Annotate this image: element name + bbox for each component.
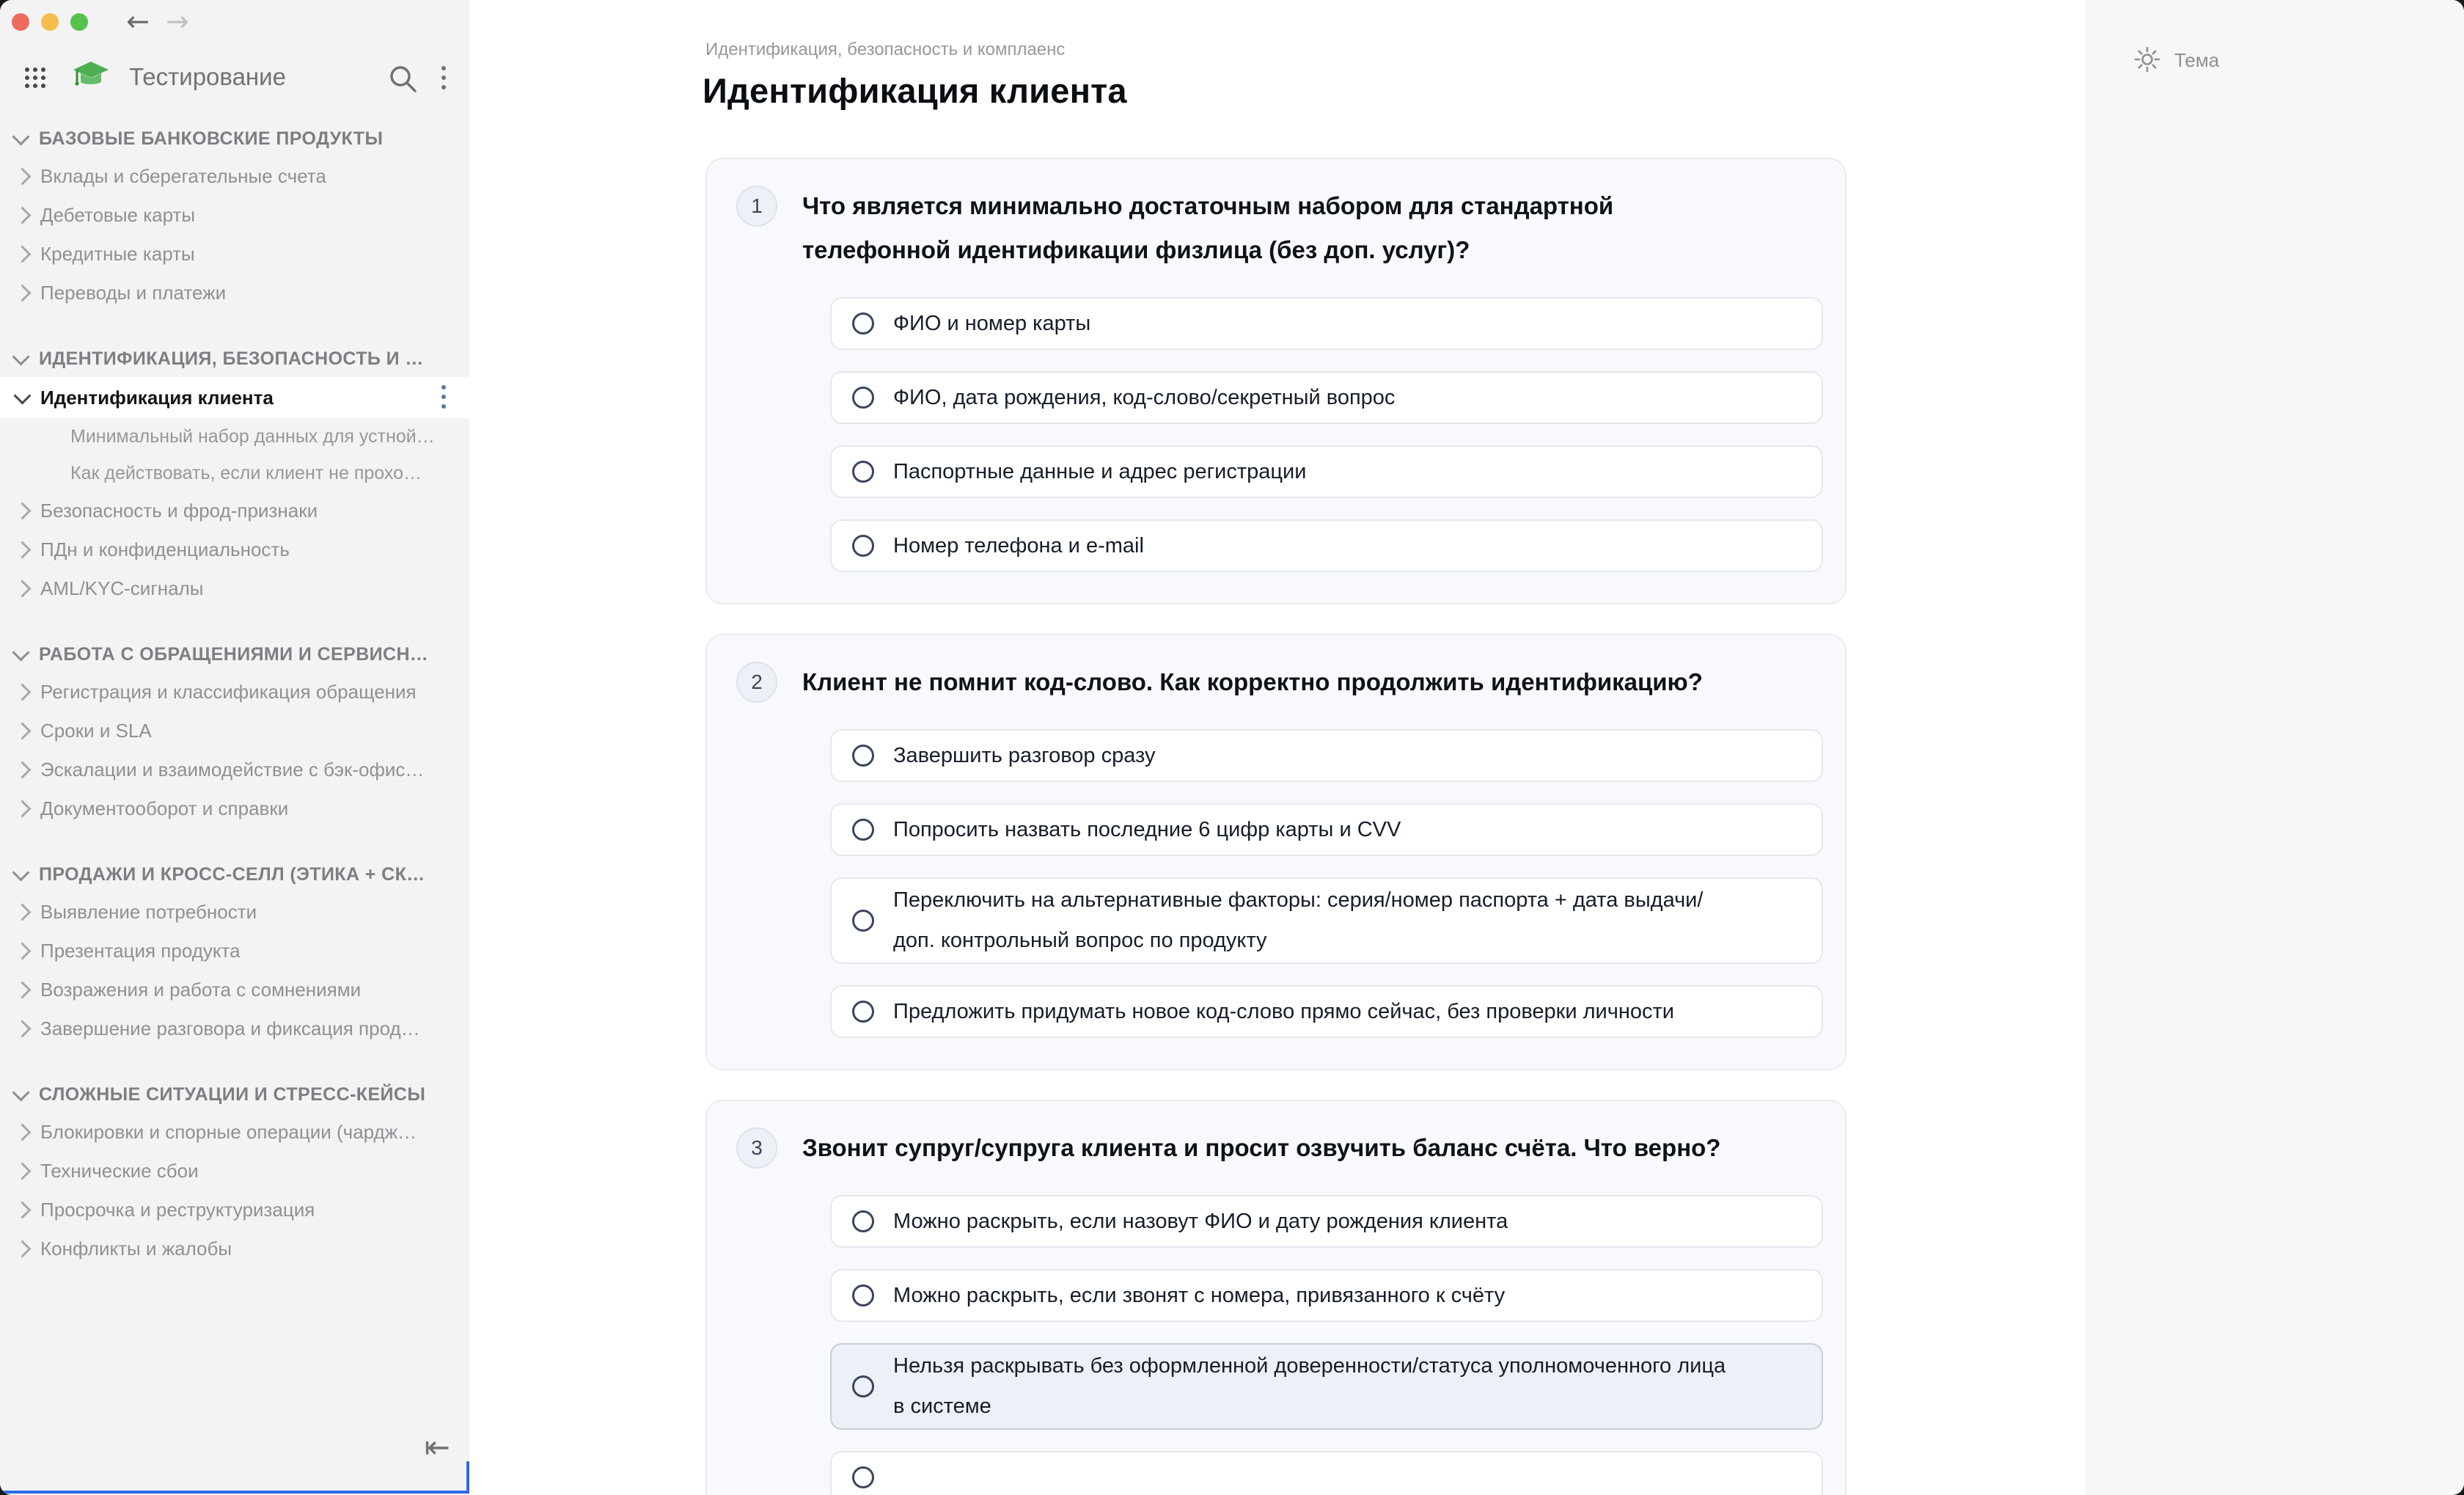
answer-option-label: Номер телефона и e-mail: [893, 533, 1144, 558]
sun-icon: [2133, 45, 2161, 76]
chevron-right-icon: [13, 1240, 31, 1257]
answer-option[interactable]: [830, 729, 1823, 782]
sidebar-section-label: ПРОДАЖИ И КРОСС-СЕЛЛ (ЭТИКА + СК…: [39, 863, 425, 885]
sidebar-item-label: Технические сбои: [40, 1160, 199, 1182]
chevron-right-icon: [13, 1123, 31, 1141]
radio-icon[interactable]: [852, 387, 874, 409]
radio-icon[interactable]: [852, 1001, 874, 1023]
sidebar-section: [0, 1076, 469, 1268]
sidebar-section: [0, 340, 469, 608]
sidebar-item-label: Возражения и работа с сомнениями: [40, 979, 362, 1001]
chevron-right-icon: [13, 167, 31, 185]
chevron-down-icon: [12, 863, 29, 881]
sidebar-item[interactable]: [0, 530, 469, 569]
main-content: [469, 0, 2085, 1495]
answer-option-label: ФИО и номер карты: [893, 311, 1091, 335]
radio-icon[interactable]: [852, 1210, 874, 1232]
sidebar-item-label: Документооборот и справки: [40, 797, 289, 819]
graduation-cap-icon: [72, 60, 110, 98]
sidebar-item[interactable]: [0, 971, 469, 1009]
sidebar-item[interactable]: [0, 1113, 469, 1152]
sidebar-item-label: Сроки и SLA: [40, 720, 152, 742]
answer-option-label: ФИО, дата рождения, код-слово/секретный вопрос: [893, 385, 1396, 409]
answer-option[interactable]: [830, 519, 1823, 572]
sidebar-section-header[interactable]: [0, 856, 469, 893]
answer-option[interactable]: [830, 445, 1823, 498]
question-number-badge: 1: [736, 186, 777, 227]
sidebar-item[interactable]: [0, 1009, 469, 1048]
sidebar-item-label: Выявление потребности: [40, 901, 257, 923]
question-header: [736, 186, 1823, 272]
answer-option-label: Можно раскрыть, если назовут ФИО и дату рождения клиента: [893, 1209, 1508, 1233]
chevron-right-icon: [13, 722, 31, 739]
answer-option-label: Завершить разговор сразу: [893, 743, 1156, 767]
sidebar-item[interactable]: [0, 789, 469, 828]
chevron-down-icon: [12, 128, 29, 145]
sidebar-section: [0, 636, 469, 828]
sidebar-item-label: Блокировки и спорные операции (чардж…: [40, 1121, 417, 1143]
question-header: [736, 1127, 1823, 1170]
answer-option[interactable]: [830, 803, 1823, 856]
answer-option[interactable]: [830, 371, 1823, 424]
answer-option[interactable]: [830, 297, 1823, 350]
question-header: [736, 662, 1823, 704]
answer-option-label: Предложить придумать новое код-слово прямо сейчас, без проверки личности: [893, 999, 1674, 1023]
sidebar: [0, 0, 469, 1495]
question-text: Клиент не помнит код-слово. Как корректно продолжить идентификацию?: [802, 668, 1703, 695]
chevron-right-icon: [13, 942, 31, 959]
forward-arrow-icon[interactable]: →: [166, 5, 189, 37]
sidebar-item[interactable]: [0, 1152, 469, 1191]
sidebar-item-label: Идентификация клиента: [40, 386, 274, 409]
sidebar-item[interactable]: [0, 455, 469, 491]
chevron-right-icon: [13, 1020, 31, 1037]
right-rail: [2085, 0, 2464, 1495]
sidebar-item-label: AML/KYC-сигналы: [40, 577, 204, 599]
sidebar-item-label: Переводы и платежи: [40, 282, 227, 304]
sidebar-section-label: СЛОЖНЫЕ СИТУАЦИИ И СТРЕСС-КЕЙСЫ: [39, 1083, 426, 1105]
search-icon[interactable]: [387, 63, 418, 96]
answer-option[interactable]: [830, 1269, 1823, 1322]
sidebar-section: [0, 120, 469, 312]
more-menu-icon[interactable]: [441, 66, 446, 89]
chevron-down-icon: [12, 348, 29, 365]
sidebar-item-label: Кредитные карты: [40, 243, 195, 265]
theme-toggle[interactable]: [2133, 45, 2219, 76]
sidebar-item-selected[interactable]: [0, 377, 469, 418]
zoom-window-icon[interactable]: [70, 13, 88, 31]
sidebar-item-label: Как действовать, если клиент не прохо…: [70, 462, 422, 483]
radio-icon[interactable]: [852, 312, 874, 335]
sidebar-section: [0, 856, 469, 1048]
question-number-badge: 2: [736, 662, 777, 703]
question-list: [705, 158, 1847, 1495]
page-title: Идентификация клиента: [703, 71, 1127, 110]
sidebar-section-header[interactable]: [0, 636, 469, 673]
sidebar-item[interactable]: [0, 750, 469, 789]
minimize-window-icon[interactable]: [41, 13, 59, 31]
chevron-right-icon: [13, 981, 31, 998]
chevron-right-icon: [13, 245, 31, 263]
radio-icon[interactable]: [852, 1284, 874, 1306]
sidebar-item[interactable]: [0, 569, 469, 608]
sidebar-item-label: Конфликты и жалобы: [40, 1238, 232, 1260]
window-controls: [12, 13, 88, 31]
sidebar-item[interactable]: [0, 196, 469, 235]
sidebar-item[interactable]: [0, 712, 469, 750]
sidebar-section-header[interactable]: [0, 340, 469, 377]
theme-label: Тема: [2174, 49, 2220, 71]
answer-option-label: Попросить назвать последние 6 цифр карты и CVV: [893, 817, 1401, 841]
close-window-icon[interactable]: [12, 13, 29, 31]
chevron-right-icon: [13, 206, 31, 224]
app-grid-icon[interactable]: [25, 67, 45, 88]
sidebar-item[interactable]: [0, 235, 469, 274]
answer-options: [830, 729, 1823, 1038]
sidebar-item-label: Минимальный набор данных для устной…: [70, 425, 435, 447]
chevron-right-icon: [13, 1162, 31, 1180]
chevron-right-icon: [13, 502, 31, 519]
sidebar-item-label: Вклады и сберегательные счета: [40, 165, 326, 187]
answer-option-label: Паспортные данные и адрес регистрации: [893, 459, 1307, 483]
collapse-sidebar-icon[interactable]: ⇤: [424, 1429, 450, 1465]
sidebar-item[interactable]: [0, 274, 469, 312]
radio-icon[interactable]: [852, 1375, 874, 1397]
sidebar-section-label: БАЗОВЫЕ БАНКОВСКИЕ ПРОДУКТЫ: [39, 128, 384, 149]
chevron-down-icon: [13, 387, 31, 404]
answer-option[interactable]: [830, 1195, 1823, 1248]
sidebar-item-label: Презентация продукта: [40, 940, 241, 962]
back-arrow-icon[interactable]: ←: [126, 5, 150, 37]
answer-option[interactable]: [830, 985, 1823, 1038]
chevron-right-icon: [13, 683, 31, 701]
radio-icon[interactable]: [852, 745, 874, 767]
chevron-down-icon: [12, 643, 29, 661]
answer-option[interactable]: [830, 877, 1823, 964]
radio-icon[interactable]: [852, 910, 874, 932]
question-text: Что является минимально достаточным набором для стандартной телефонной идентификации физлица (без доп. услуг)?: [802, 192, 1614, 263]
question-number-badge: 3: [736, 1127, 777, 1169]
chevron-right-icon: [13, 800, 31, 817]
answer-option-label: Можно раскрыть, если звонят с номера, привязанного к счёту: [893, 1283, 1506, 1307]
sidebar-item-label: Регистрация и классификация обращения: [40, 681, 417, 703]
sidebar-section-label: ИДЕНТИФИКАЦИЯ, БЕЗОПАСНОСТЬ И …: [39, 348, 424, 369]
sidebar-header: [0, 57, 469, 98]
answer-options: [830, 1195, 1823, 1495]
sidebar-item[interactable]: [0, 418, 469, 455]
sidebar-item-label: Безопасность и фрод-признаки: [40, 500, 318, 522]
chevron-right-icon: [13, 541, 31, 558]
answer-option[interactable]: [830, 1343, 1823, 1430]
answer-option[interactable]: [830, 1451, 1823, 1495]
sidebar-section-header[interactable]: [0, 120, 469, 157]
sidebar-section-header[interactable]: [0, 1076, 469, 1113]
radio-icon[interactable]: [852, 819, 874, 841]
answer-options: [830, 297, 1823, 572]
chevron-right-icon: [13, 903, 31, 921]
sidebar-item-label: Завершение разговора и фиксация прод…: [40, 1017, 420, 1039]
question-text: Звонит супруг/супруга клиента и просит озвучить баланс счёта. Что верно?: [802, 1134, 1721, 1161]
sidebar-item[interactable]: [0, 157, 469, 196]
sidebar-item-label: Эскалации и взаимодействие с бэк-офис…: [40, 759, 425, 781]
question-card: [705, 158, 1847, 604]
answer-option-label: Нельзя раскрывать без оформленной доверенности/статуса уполномоченного лица в системе: [893, 1354, 1726, 1418]
sidebar-nav: [0, 120, 469, 1268]
sidebar-item-label: Просрочка и реструктуризация: [40, 1199, 315, 1221]
sidebar-focus-outline: [0, 1461, 469, 1494]
sidebar-section-label: РАБОТА С ОБРАЩЕНИЯМИ И СЕРВИСН…: [39, 643, 429, 665]
radio-icon[interactable]: [852, 461, 874, 483]
chevron-right-icon: [13, 761, 31, 778]
answer-option-label: Переключить на альтернативные факторы: серия/номер паспорта + дата выдачи/доп. контрольный вопрос по продукту: [893, 888, 1704, 952]
sidebar-item[interactable]: [0, 673, 469, 712]
sidebar-item[interactable]: [0, 893, 469, 932]
sidebar-item[interactable]: [0, 932, 469, 971]
chevron-right-icon: [13, 1201, 31, 1218]
chevron-right-icon: [13, 284, 31, 301]
sidebar-item[interactable]: [0, 1191, 469, 1229]
breadcrumb: Идентификация, безопасность и комплаенс: [705, 40, 1066, 59]
radio-icon[interactable]: [852, 535, 874, 557]
sidebar-item-label: ПДн и конфиденциальность: [40, 538, 290, 560]
sidebar-item[interactable]: [0, 491, 469, 530]
chevron-down-icon: [12, 1083, 29, 1101]
item-menu-icon[interactable]: [441, 385, 446, 409]
sidebar-item-label: Дебетовые карты: [40, 204, 196, 226]
sidebar-item[interactable]: [0, 1229, 469, 1268]
app-title: Тестирование: [129, 63, 286, 90]
question-card: [705, 1100, 1847, 1495]
chevron-right-icon: [13, 580, 31, 597]
radio-icon[interactable]: [852, 1466, 874, 1488]
question-card: [705, 634, 1847, 1070]
